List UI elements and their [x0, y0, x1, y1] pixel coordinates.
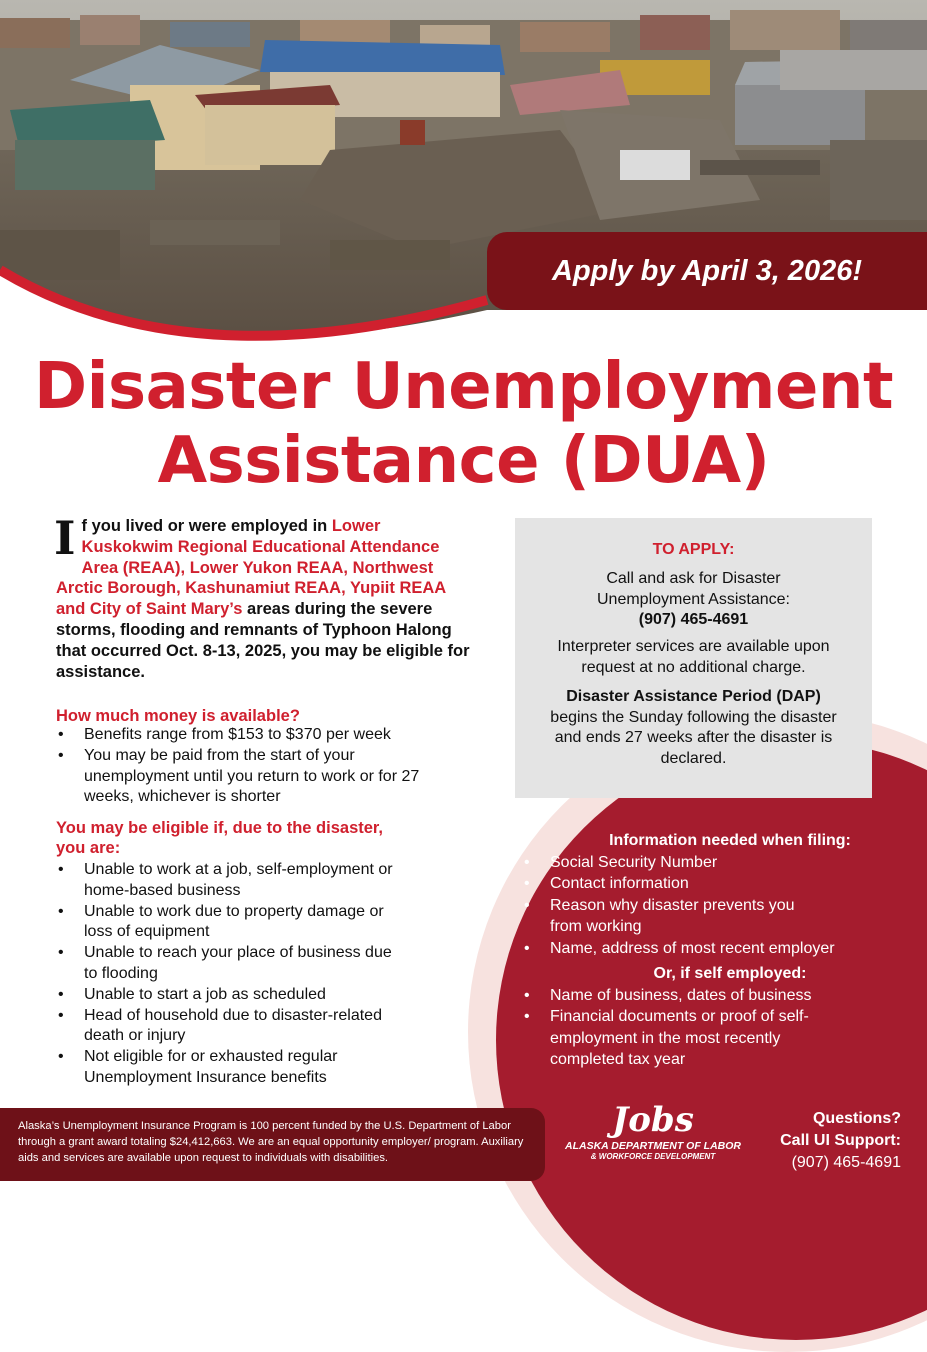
list-item: • Financial documents or proof of self-employment in the most recently completed tax year: [520, 1006, 900, 1071]
list-item: • Unable to start a job as scheduled: [56, 985, 406, 1006]
support-phone[interactable]: (907) 465-4691: [791, 1154, 901, 1171]
dap-text: begins the Sunday following the disaster and ends 27 weeks after the disaster is declared.: [550, 708, 837, 768]
list-item: • Unable to work at a job, self-employment or home-based business: [56, 860, 406, 902]
interpreter-note: Interpreter services are available upon request at no additional charge.: [557, 638, 830, 676]
alaska-dol-logo: [558, 1100, 748, 1190]
apply-deadline-text: Apply by April 3, 2026!: [552, 254, 862, 287]
funding-disclaimer: [0, 1108, 545, 1181]
list-item: • You may be paid from the start of your unemployment until you return to work or for 27 weeks, whichever is shorter: [56, 746, 456, 808]
to-apply-heading: TO APPLY:: [652, 541, 735, 558]
logo-jobs-word: Jobs: [612, 1100, 694, 1140]
questions-label: Questions?: [812, 1110, 901, 1127]
info-needed-section: [520, 830, 900, 1071]
apply-phone[interactable]: (907) 465-4691: [638, 611, 749, 629]
funding-disclaimer-text: Alaska’s Unemployment Insurance Program is 100 percent funded by the U.S. Department of Labor through a grant award totaling $24,412,663. We are an equal opportunity employer/ program. Auxiliary aids and services are available upon request to individuals with disabilities.: [18, 1120, 524, 1164]
apply-deadline-banner: [487, 232, 927, 310]
page-title: [0, 350, 927, 498]
list-item: • Name of business, dates of business: [520, 985, 900, 1007]
list-item: • Reason why disaster prevents you from working: [520, 895, 900, 938]
logo-department-sub: & WORKFORCE DEVELOPMENT: [590, 1152, 716, 1161]
eligible-list: [56, 860, 406, 1089]
intro-paragraph: [54, 511, 474, 682]
list-item: • Benefits range from $153 to $370 per week: [56, 725, 456, 746]
self-employed-list: [520, 985, 900, 1071]
logo-department: ALASKA DEPARTMENT OF LABOR: [565, 1140, 741, 1152]
call-support-label: Call UI Support:: [780, 1132, 901, 1149]
list-item: • Name, address of most recent employer: [520, 938, 900, 960]
title-line-2: Assistance (DUA): [157, 424, 770, 498]
intro-rest: areas during the severe storms, flooding and remnants of Typhoon Halong that occurred Oct. 8-13, 2025, you may be eligible for assistance.: [56, 600, 470, 681]
money-list: [56, 725, 456, 808]
affected-areas: Lower Kuskokwim Regional Educational Attendance Area (REAA), Lower Yukon REAA, Northwest Arctic Borough, Kashunamiut REAA, Yupiit REAA and City of Saint Mary’s: [56, 517, 446, 619]
intro-lead: f you lived or were employed in: [81, 517, 332, 535]
to-apply-box: [515, 518, 872, 798]
money-heading: How much money is available?: [56, 707, 300, 725]
eligible-heading: You may be eligible if, due to the disaster, you are:: [56, 819, 384, 857]
title-line-1: Disaster Unemployment: [33, 350, 894, 424]
to-apply-call: Call and ask for Disaster Unemployment Assistance:: [597, 569, 790, 608]
info-heading: Information needed when filing:: [609, 832, 851, 849]
info-list: [520, 852, 900, 960]
list-item: • Not eligible for or exhausted regular Unemployment Insurance benefits: [56, 1047, 406, 1089]
list-item: • Head of household due to disaster-related death or injury: [56, 1006, 406, 1048]
list-item: • Unable to reach your place of business due to flooding: [56, 943, 406, 985]
list-item: • Contact information: [520, 873, 900, 895]
questions-block: [780, 1108, 901, 1174]
self-employed-heading: Or, if self employed:: [653, 965, 807, 982]
list-item: • Social Security Number: [520, 852, 900, 874]
drop-cap: I: [54, 511, 76, 565]
list-item: • Unable to work due to property damage or loss of equipment: [56, 902, 406, 944]
dap-title: Disaster Assistance Period (DAP): [566, 687, 821, 705]
